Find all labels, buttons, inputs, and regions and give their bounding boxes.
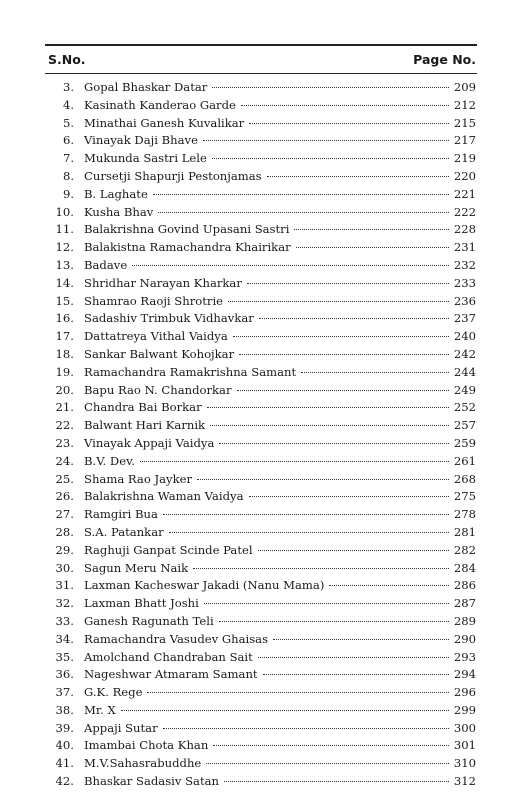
entry-page-number: 310	[453, 756, 476, 771]
entry-number: 42.	[55, 774, 74, 789]
entry-page-number: 240	[453, 329, 476, 344]
entry-number: 39.	[55, 720, 74, 735]
list-item	[46, 132, 476, 150]
entry-page-number: 287	[453, 596, 476, 611]
dot-leader	[132, 265, 449, 266]
dot-leader	[329, 585, 449, 586]
list-item	[46, 168, 476, 186]
entry-number: 7.	[62, 151, 74, 166]
list-item	[46, 186, 476, 204]
list-item	[46, 649, 476, 667]
entry-number: 41.	[55, 756, 74, 771]
entry-name: Gopal Bhaskar Datar	[84, 80, 208, 94]
list-item	[46, 720, 476, 738]
entry-number: 6.	[62, 133, 74, 148]
dot-leader	[121, 710, 449, 711]
entry-name: Kusha Bhav	[84, 204, 154, 219]
entry-number: 17.	[55, 329, 74, 344]
entry-name: Balwant Hari Karnik	[84, 418, 206, 433]
list-item	[46, 435, 476, 453]
entry-name: Shama Rao Jayker	[84, 471, 193, 486]
dot-leader	[247, 283, 449, 284]
entry-page-number: 257	[453, 418, 476, 433]
list-item	[46, 346, 476, 364]
entry-page-number: 221	[453, 186, 476, 201]
entry-number: 32.	[55, 596, 74, 611]
list-item	[46, 684, 476, 702]
entry-page-number: 215	[453, 115, 476, 130]
list-item	[46, 666, 476, 684]
entry-page-number: 286	[453, 578, 476, 593]
dot-leader	[241, 105, 449, 106]
entry-number: 31.	[55, 578, 74, 593]
entry-page-number: 232	[453, 257, 476, 272]
dot-leader	[140, 461, 449, 462]
entry-name: G.K. Rege	[84, 685, 143, 700]
entry-number: 36.	[55, 667, 74, 682]
dot-leader	[258, 550, 449, 551]
dot-leader	[193, 568, 449, 569]
entry-name: Kasinath Kanderao Garde	[84, 97, 236, 112]
entry-page-number: 275	[453, 489, 476, 504]
entry-page-number: 219	[453, 151, 476, 166]
entry-number: 16.	[55, 311, 74, 326]
dot-leader	[296, 247, 449, 248]
dot-leader	[267, 176, 449, 177]
entry-page-number: 209	[453, 80, 476, 94]
list-item	[46, 97, 476, 115]
list-item	[46, 577, 476, 595]
list-item	[46, 328, 476, 346]
dot-leader	[294, 229, 448, 230]
dot-leader	[169, 532, 449, 533]
list-item	[46, 257, 476, 275]
entry-name: Vinayak Appaji Vaidya	[84, 435, 215, 450]
list-item	[46, 560, 476, 578]
dot-leader	[233, 336, 449, 337]
entry-number: 30.	[55, 560, 74, 575]
entry-page-number: 236	[453, 293, 476, 308]
dot-leader	[153, 194, 449, 195]
entry-number: 13.	[55, 257, 74, 272]
entry-number: 12.	[55, 240, 74, 255]
entry-page-number: 220	[453, 168, 476, 183]
table-header	[48, 50, 476, 70]
entry-number: 15.	[55, 293, 74, 308]
list-item	[46, 613, 476, 631]
dot-leader	[219, 443, 449, 444]
list-item	[46, 310, 476, 328]
entry-page-number: 301	[453, 738, 476, 753]
entry-page-number: 284	[453, 560, 476, 575]
entry-number: 21.	[55, 400, 74, 415]
dot-leader	[301, 372, 449, 373]
entry-page-number: 212	[453, 97, 476, 112]
entry-number: 11.	[55, 222, 74, 237]
list-item	[46, 631, 476, 649]
entry-name: Raghuji Ganpat Scinde Patel	[84, 542, 253, 557]
entry-name: Balakistna Ramachandra Khairikar	[84, 240, 291, 255]
dot-leader	[237, 390, 449, 391]
dot-leader	[224, 781, 449, 782]
list-item	[46, 364, 476, 382]
entry-name: Sagun Meru Naik	[84, 560, 189, 575]
dot-leader	[163, 514, 449, 515]
entry-page-number: 222	[453, 204, 476, 219]
entry-name: Cursetji Shapurji Pestonjamas	[84, 168, 262, 183]
contents-list	[46, 79, 476, 791]
dot-leader	[207, 407, 449, 408]
entry-page-number: 278	[453, 507, 476, 522]
entry-name: Shamrao Raoji Shrotrie	[84, 293, 224, 308]
entry-number: 19.	[55, 364, 74, 379]
dot-leader	[206, 763, 449, 764]
list-item	[46, 524, 476, 542]
entry-page-number: 228	[453, 222, 476, 237]
entry-page-number: 281	[453, 524, 476, 539]
entry-number: 4.	[62, 97, 74, 112]
entry-name: B.V. Dev.	[84, 453, 135, 468]
dot-leader	[147, 692, 448, 693]
entry-page-number: 237	[453, 311, 476, 326]
entry-name: Appaji Sutar	[84, 720, 158, 735]
entry-number: 29.	[55, 542, 74, 557]
entry-name: Mr. X	[84, 702, 116, 717]
list-item	[46, 417, 476, 435]
entry-number: 37.	[55, 685, 74, 700]
entry-name: Bapu Rao N. Chandorkar	[84, 382, 232, 397]
dot-leader	[197, 479, 449, 480]
entry-number: 24.	[55, 453, 74, 468]
list-item	[46, 702, 476, 720]
entry-number: 33.	[55, 613, 74, 628]
entry-name: Minathai Ganesh Kuvalikar	[84, 115, 245, 130]
entry-number: 40.	[55, 738, 74, 753]
list-item	[46, 506, 476, 524]
entry-page-number: 294	[453, 667, 476, 682]
entry-name: Sankar Balwant Kohojkar	[84, 346, 235, 361]
entry-number: 26.	[55, 489, 74, 504]
entry-number: 8.	[62, 168, 74, 183]
entry-name: Imambai Chota Khan	[84, 738, 209, 753]
entry-name: Ganesh Ragunath Teli	[84, 613, 214, 628]
dot-leader	[259, 318, 449, 319]
entry-page-number: 268	[453, 471, 476, 486]
entry-name: Balakrishna Waman Vaidya	[84, 489, 244, 504]
serial-number-heading: S.No.	[48, 52, 86, 67]
page-number-heading: Page No.	[413, 52, 476, 67]
entry-name: Amolchand Chandraban Sait	[84, 649, 253, 664]
header-rule	[45, 73, 477, 74]
list-item	[46, 595, 476, 613]
entry-name: B. Laghate	[84, 186, 148, 201]
entry-page-number: 261	[453, 453, 476, 468]
entry-number: 10.	[55, 204, 74, 219]
list-item	[46, 115, 476, 133]
entry-name: S.A. Patankar	[84, 524, 164, 539]
entry-name: M.V.Sahasrabuddhe	[84, 756, 202, 771]
list-item	[46, 275, 476, 293]
entry-name: Sadashiv Trimbuk Vidhavkar	[84, 311, 254, 326]
list-item	[46, 471, 476, 489]
entry-page-number: 299	[453, 702, 476, 717]
entry-name: Badave	[84, 257, 128, 272]
entry-name: Vinayak Daji Bhave	[84, 133, 198, 148]
dot-leader	[210, 425, 449, 426]
list-item	[46, 399, 476, 417]
dot-leader	[163, 728, 449, 729]
dot-leader	[203, 140, 449, 141]
list-item	[46, 293, 476, 311]
list-item	[46, 382, 476, 400]
dot-leader	[228, 301, 449, 302]
entry-name: Laxman Bhatt Joshi	[84, 596, 199, 611]
entry-page-number: 282	[453, 542, 476, 557]
entry-name: Dattatreya Vithal Vaidya	[84, 329, 228, 344]
dot-leader	[249, 123, 449, 124]
entry-number: 20.	[55, 382, 74, 397]
dot-leader	[158, 212, 449, 213]
entry-number: 27.	[55, 507, 74, 522]
entry-number: 28.	[55, 524, 74, 539]
list-item	[46, 150, 476, 168]
dot-leader	[249, 496, 449, 497]
dot-leader	[258, 657, 449, 658]
entry-name: Ramgiri Bua	[84, 507, 158, 522]
dot-leader	[273, 639, 449, 640]
dot-leader	[263, 674, 449, 675]
entry-page-number: 231	[453, 240, 476, 255]
entry-name: Ramachandra Ramakrishna Samant	[84, 364, 297, 379]
dot-leader	[212, 158, 449, 159]
entry-number: 5.	[62, 115, 74, 130]
entry-page-number: 217	[453, 133, 476, 148]
entry-number: 9.	[62, 186, 74, 201]
entry-number: 23.	[55, 435, 74, 450]
entry-number: 3.	[62, 80, 74, 94]
list-item	[46, 773, 476, 791]
entry-page-number: 252	[453, 400, 476, 415]
list-item	[46, 542, 476, 560]
dot-leader	[212, 87, 449, 88]
dot-leader	[204, 603, 449, 604]
entry-name: Chandra Bai Borkar	[84, 400, 202, 415]
list-item	[46, 204, 476, 222]
entry-name: Mukunda Sastri Lele	[84, 151, 207, 166]
entry-number: 34.	[55, 631, 74, 646]
list-item	[46, 737, 476, 755]
list-item	[46, 488, 476, 506]
dot-leader	[219, 621, 449, 622]
entry-name: Balakrishna Govind Upasani Sastri	[84, 222, 290, 237]
entry-page-number: 249	[453, 382, 476, 397]
dot-leader	[239, 354, 449, 355]
list-item	[46, 79, 476, 97]
entry-page-number: 244	[453, 364, 476, 379]
entry-name: Nageshwar Atmaram Samant	[84, 667, 258, 682]
entry-page-number: 293	[453, 649, 476, 664]
entry-name: Ramachandra Vasudev Ghaisas	[84, 631, 269, 646]
list-item	[46, 453, 476, 471]
entry-name: Bhaskar Sadasiv Satan	[84, 774, 219, 789]
entry-number: 14.	[55, 275, 74, 290]
entry-page-number: 312	[453, 774, 476, 789]
entry-number: 35.	[55, 649, 74, 664]
entry-page-number: 259	[453, 435, 476, 450]
entry-number: 18.	[55, 346, 74, 361]
entry-page-number: 290	[453, 631, 476, 646]
entry-number: 25.	[55, 471, 74, 486]
list-item	[46, 239, 476, 257]
entry-page-number: 242	[453, 346, 476, 361]
entry-page-number: 289	[453, 613, 476, 628]
entry-number: 22.	[55, 418, 74, 433]
dot-leader	[213, 745, 449, 746]
entry-name: Shridhar Narayan Kharkar	[84, 275, 242, 290]
entry-name: Laxman Kacheswar Jakadi (Nanu Mama)	[84, 578, 325, 593]
entry-page-number: 233	[453, 275, 476, 290]
entry-page-number: 296	[453, 685, 476, 700]
entry-number: 38.	[55, 702, 74, 717]
list-item	[46, 221, 476, 239]
list-item	[46, 755, 476, 773]
entry-page-number: 300	[453, 720, 476, 735]
top-rule	[45, 44, 477, 46]
